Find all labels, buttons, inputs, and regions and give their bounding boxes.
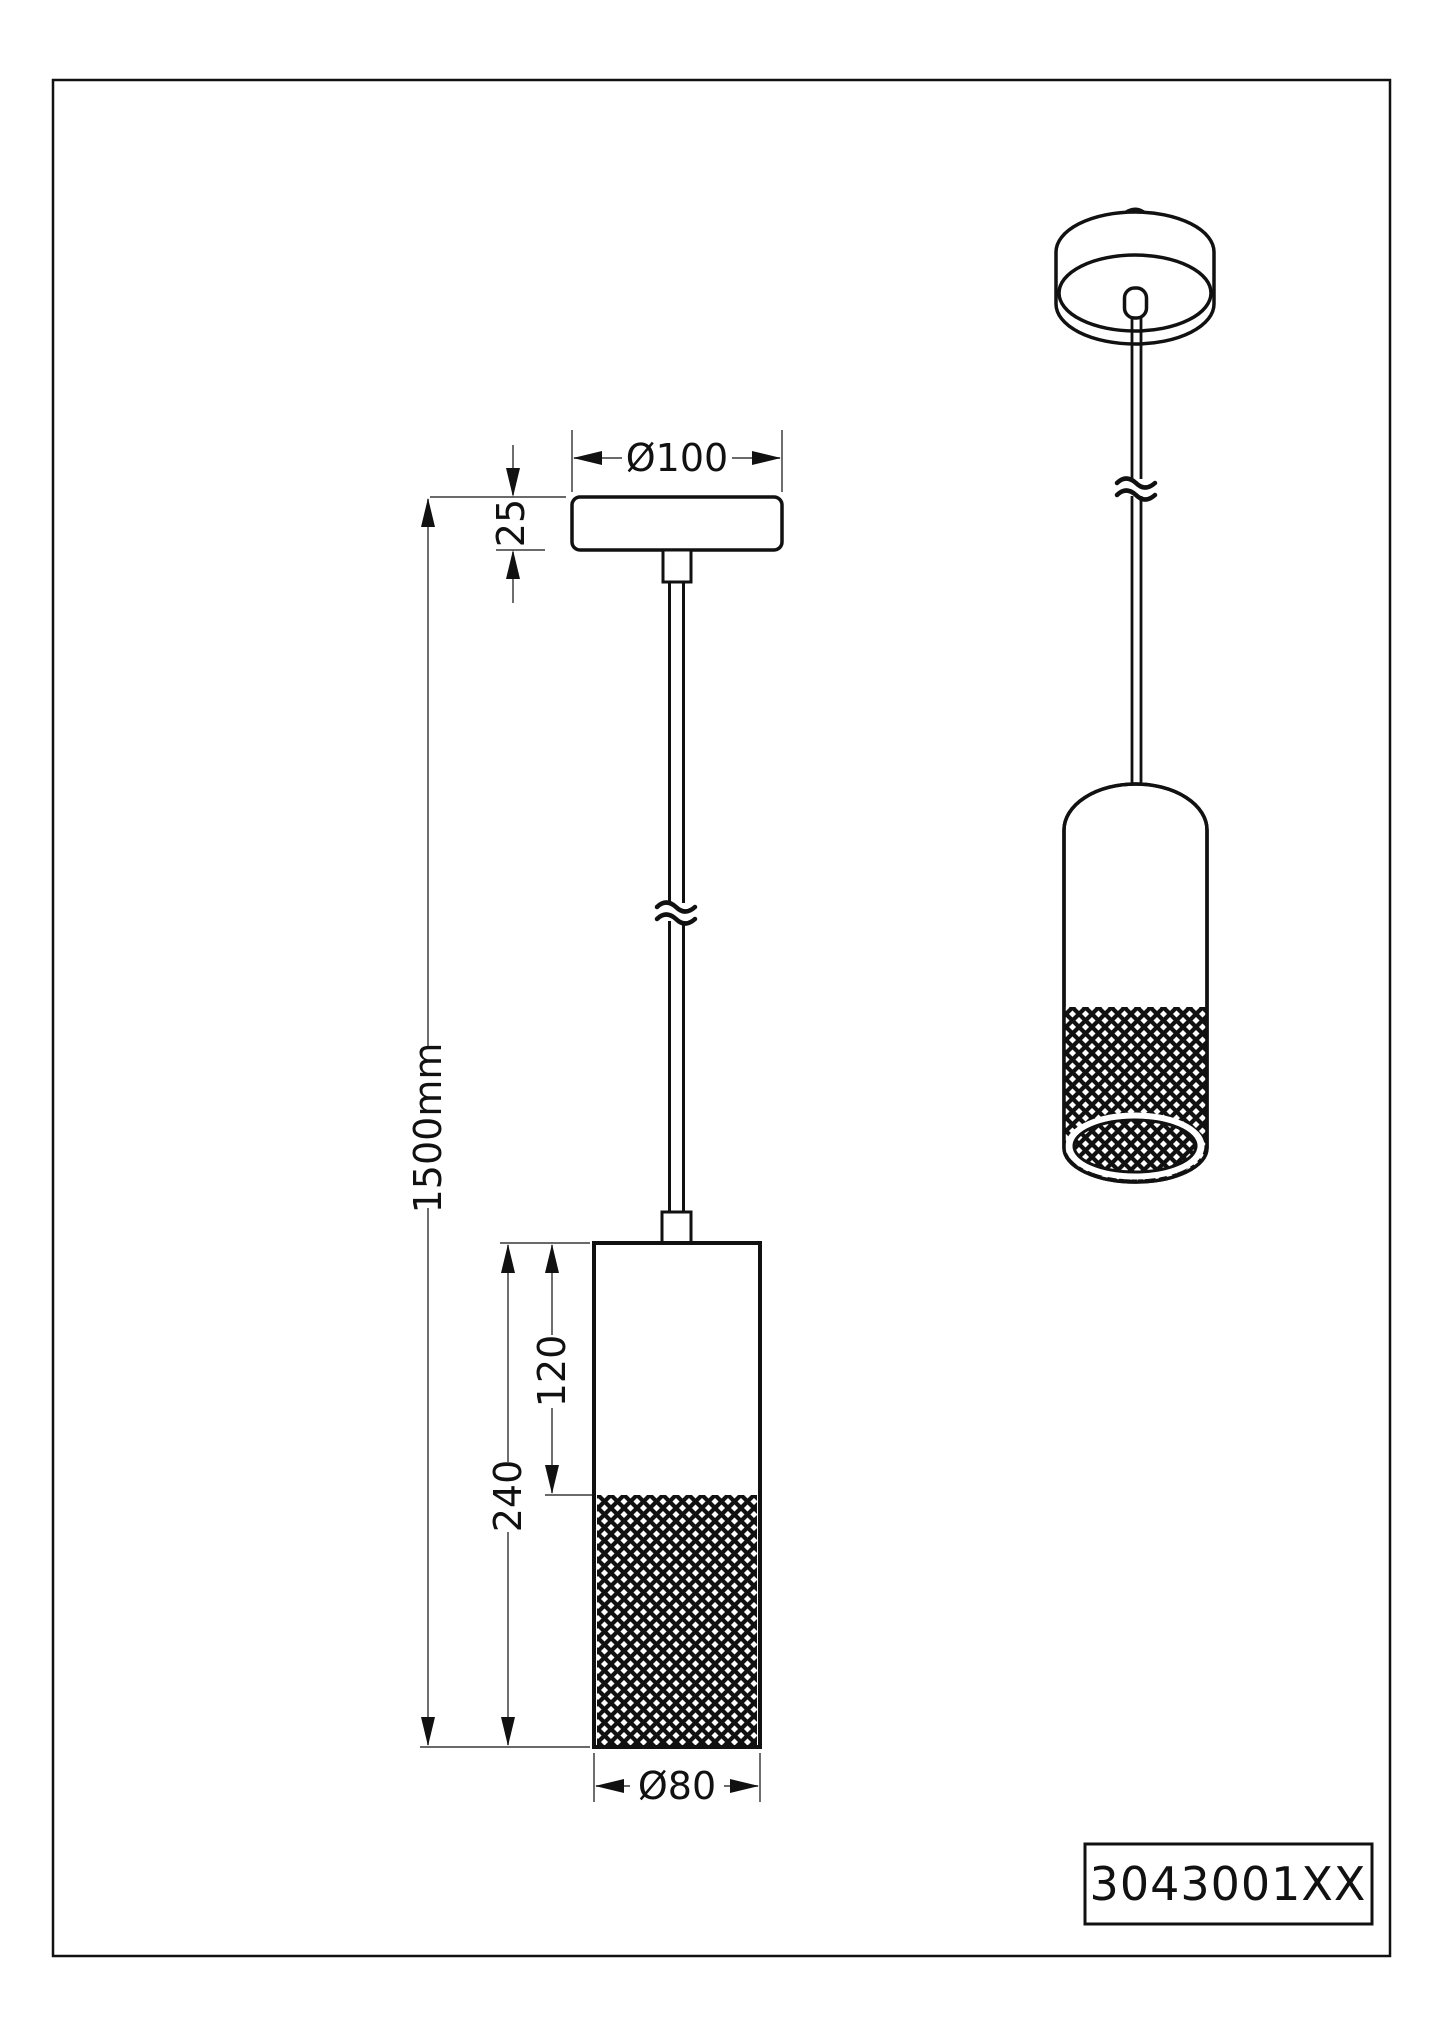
- shade-3d: [1060, 784, 1211, 1192]
- part-number-text: 3043001XX: [1089, 1857, 1367, 1911]
- dim-canopy-diameter: [572, 430, 782, 492]
- dim-label-shade-diameter: Ø80: [637, 1764, 717, 1808]
- cable-3d: [1117, 316, 1155, 790]
- cable-front: [657, 582, 695, 1212]
- canopy-front: [572, 497, 782, 550]
- part-number-box: [1085, 1844, 1372, 1924]
- dim-shade-upper-height: [530, 1244, 592, 1495]
- shade-stem-front: [662, 1212, 691, 1243]
- dim-label-shade-total-height: 240: [486, 1459, 530, 1533]
- dim-suspension-length: [406, 498, 450, 1746]
- dim-label-canopy-height: 25: [489, 498, 533, 548]
- dim-shade-diameter: [594, 1753, 760, 1808]
- front-view: [572, 497, 782, 1747]
- shade-mesh-front: [597, 1495, 757, 1745]
- cable-gland-3d: [1125, 288, 1147, 318]
- dim-label-shade-upper-height: 120: [530, 1334, 574, 1408]
- perspective-view: [1056, 209, 1214, 1192]
- canopy-stem-front: [663, 550, 691, 582]
- canopy-3d: [1056, 209, 1214, 344]
- dim-label-canopy-diameter: Ø100: [625, 436, 729, 480]
- dim-canopy-height: [430, 445, 566, 603]
- dim-label-suspension-length: 1500mm: [406, 1042, 450, 1214]
